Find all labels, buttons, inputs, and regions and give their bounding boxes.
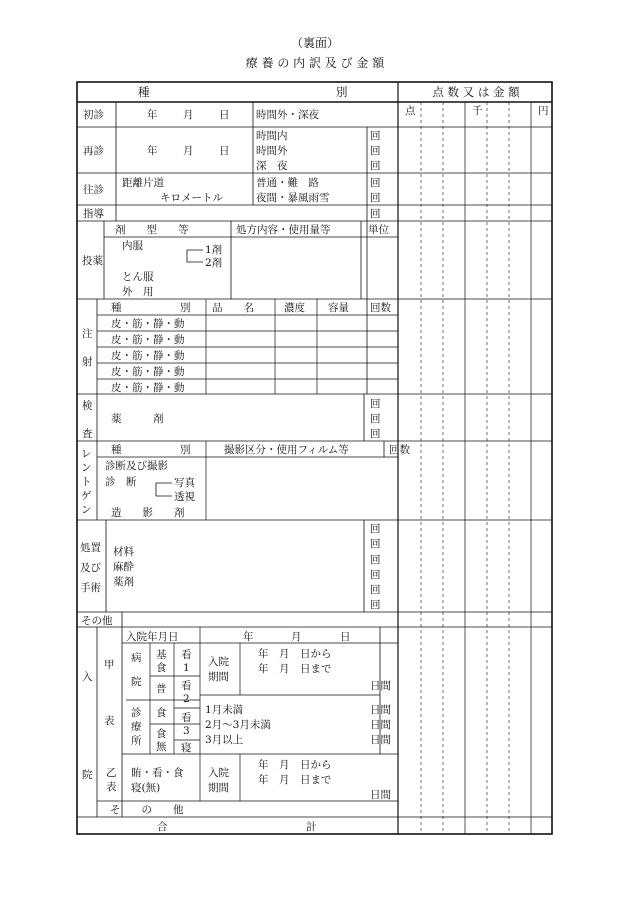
revisit-option: 時間外	[256, 145, 288, 157]
dose-one: 1剤	[205, 244, 223, 256]
admission-label: 入	[82, 671, 93, 683]
xray-label-char: ト	[81, 476, 92, 488]
xray-label-char: ゲ	[81, 490, 92, 502]
otsu-period-until: 年 月 日まで	[258, 774, 332, 786]
otsu-table-label: 表	[106, 781, 117, 793]
admission-month: 月	[291, 631, 302, 643]
nurse-grade-2: 看	[181, 680, 192, 692]
injection-route: 皮・筋・静・動	[111, 366, 185, 378]
revisit-year: 年	[147, 145, 158, 157]
procedure-label: 手術	[80, 582, 101, 594]
times-mark: 回	[370, 413, 381, 425]
bedding-label: 寝	[181, 742, 192, 754]
unit-thousand: 千	[472, 105, 483, 117]
injection-route: 皮・筋・静・動	[111, 334, 185, 346]
times-mark: 回	[370, 538, 381, 550]
times-mark: 回	[370, 192, 381, 204]
count-header: 回数	[370, 302, 391, 314]
internal-medicine: 内服	[122, 240, 143, 252]
injection-label: 注	[82, 328, 93, 340]
nurse-grade-1: 看	[181, 649, 192, 661]
contrast-agent: 造 影 剤	[111, 507, 185, 519]
other-label: その他	[81, 615, 113, 627]
dosage-form-header: 剤 型 等	[115, 224, 189, 236]
kou-table-label: 表	[104, 715, 115, 727]
otsu-meals: 賄・看・食	[131, 767, 184, 779]
period-until: 年 月 日まで	[258, 663, 332, 675]
exam-label: 査	[82, 428, 93, 440]
times-mark: 回	[370, 160, 381, 172]
procedure-item: 麻酔	[113, 561, 134, 573]
admission-period-label: 期間	[208, 671, 229, 683]
duration-days: 日間	[370, 719, 391, 731]
otsu-bedding: 寝(無)	[131, 782, 161, 794]
admission-other: そ の 他	[110, 804, 184, 816]
otsu-period-label: 入院	[208, 767, 229, 779]
duration-option: 3月以上	[205, 734, 244, 746]
duration-option: 1月未満	[205, 704, 244, 716]
xray-count-header: 回数	[389, 444, 410, 456]
xray-label-char: ン	[81, 504, 92, 516]
revisit-day: 日	[219, 145, 230, 157]
exam-label: 検	[82, 400, 93, 412]
guidance-label: 指導	[83, 208, 104, 220]
injection-route: 皮・筋・静・動	[111, 382, 185, 394]
diagnosis: 診 断	[105, 476, 137, 488]
house-call-option: 普通・難 路	[256, 177, 319, 189]
total-label: 計	[306, 821, 317, 833]
nurse-grade-2: 2	[183, 693, 190, 705]
procedure-label: 処置	[80, 542, 101, 554]
imaging-header: 撮影区分・使用フィルム等	[224, 444, 349, 456]
times-mark: 回	[370, 145, 381, 157]
first-visit-day: 日	[219, 109, 230, 121]
dose-two: 2剤	[205, 257, 223, 269]
unit-header: 単位	[368, 224, 389, 236]
admission-label: 院	[82, 769, 93, 781]
total-label: 合	[157, 821, 168, 833]
duration-days: 日間	[370, 704, 391, 716]
col-header-amount: 点 数 又 は 金 額	[432, 85, 520, 99]
revisit-month: 月	[183, 145, 194, 157]
exam-drug: 薬 剤	[111, 413, 164, 425]
otsu-table-label: 乙	[106, 767, 117, 779]
otsu-period-days: 日間	[370, 789, 391, 801]
times-mark: 回	[370, 554, 381, 566]
procedure-item: 薬剤	[113, 576, 134, 588]
tonpuku-medicine: とん服	[122, 271, 154, 283]
prescription-header: 処方内容・使用量等	[236, 224, 331, 236]
otsu-period-from: 年 月 日から	[258, 759, 332, 771]
hospital-label: 院	[131, 676, 142, 688]
times-mark: 回	[370, 208, 381, 220]
injection-route: 皮・筋・静・動	[111, 318, 185, 330]
clinic-label: 所	[131, 735, 142, 747]
first-visit-year: 年	[147, 109, 158, 121]
period-from: 年 月 日から	[258, 648, 332, 660]
form-title: 療 養 の 内 訳 及 び 金 額	[245, 56, 385, 70]
times-mark: 回	[370, 599, 381, 611]
duration-option: 2月～3月未満	[205, 719, 271, 731]
times-mark: 回	[370, 584, 381, 596]
nurse-grade-3: 看	[181, 712, 192, 724]
drug-name-header: 品 名	[212, 302, 254, 314]
no-meal: 食	[156, 728, 167, 740]
admission-period-label: 入院	[208, 656, 229, 668]
col-header-category: 別	[336, 85, 348, 99]
times-mark: 回	[370, 569, 381, 581]
admission-date-label: 入院年月日	[126, 631, 179, 643]
times-mark: 回	[370, 428, 381, 440]
nurse-grade-1: 1	[183, 662, 190, 674]
volume-header: 容量	[328, 302, 349, 314]
xray-photo: 写真	[174, 477, 195, 489]
injection-route: 皮・筋・静・動	[111, 350, 185, 362]
injection-label: 射	[82, 356, 93, 368]
meal-label: 食	[156, 707, 167, 719]
nurse-grade-3: 3	[183, 725, 190, 737]
injection-kind-header: 種	[111, 302, 122, 314]
normal-meal: 普	[156, 683, 167, 695]
procedure-label: 及び	[80, 562, 101, 574]
xray-kind-header: 種	[111, 444, 122, 456]
revisit-option: 時間内	[256, 130, 288, 142]
xray-fluoro: 透視	[174, 491, 195, 503]
basic-meal: 基	[156, 649, 167, 661]
unit-points: 点	[405, 105, 416, 117]
period-days: 日間	[370, 680, 391, 692]
house-call-option: 夜間・暴風雨雪	[256, 192, 330, 204]
admission-year: 年	[243, 631, 254, 643]
house-call-distance: 距離片道	[122, 177, 164, 189]
first-visit-label: 初診	[83, 109, 104, 121]
times-mark: 回	[370, 523, 381, 535]
times-mark: 回	[370, 130, 381, 142]
revisit-label: 再診	[83, 145, 104, 157]
revisit-option: 深 夜	[256, 160, 288, 172]
xray-label-char: レ	[81, 448, 92, 460]
basic-meal: 食	[156, 662, 167, 674]
no-meal: 無	[156, 741, 167, 753]
house-call-km: キロメートル	[160, 192, 223, 204]
admission-day: 日	[340, 631, 351, 643]
first-visit-month: 月	[183, 109, 194, 121]
otsu-period-label: 期間	[208, 782, 229, 794]
col-header-kind: 種	[138, 85, 150, 99]
concentration-header: 濃度	[284, 302, 305, 314]
house-call-label: 往診	[83, 184, 104, 196]
duration-days: 日間	[370, 734, 391, 746]
times-mark: 回	[370, 398, 381, 410]
xray-label-char: ン	[81, 462, 92, 474]
clinic-label: 療	[131, 721, 142, 733]
clinic-label: 診	[131, 707, 142, 719]
procedure-item: 材料	[113, 546, 134, 558]
page-side-label: （裏面）	[290, 36, 340, 50]
injection-category-header: 別	[180, 302, 191, 314]
hospital-label: 病	[131, 652, 142, 664]
first-visit-extra: 時間外・深夜	[256, 109, 319, 121]
medication-label: 投薬	[82, 255, 103, 267]
kou-table-label: 甲	[104, 659, 115, 671]
xray-category-header: 別	[180, 444, 191, 456]
times-mark: 回	[370, 177, 381, 189]
diagnosis-imaging: 診断及び撮影	[105, 460, 168, 472]
unit-yen: 円	[538, 105, 549, 117]
external-medicine: 外 用	[122, 286, 154, 298]
